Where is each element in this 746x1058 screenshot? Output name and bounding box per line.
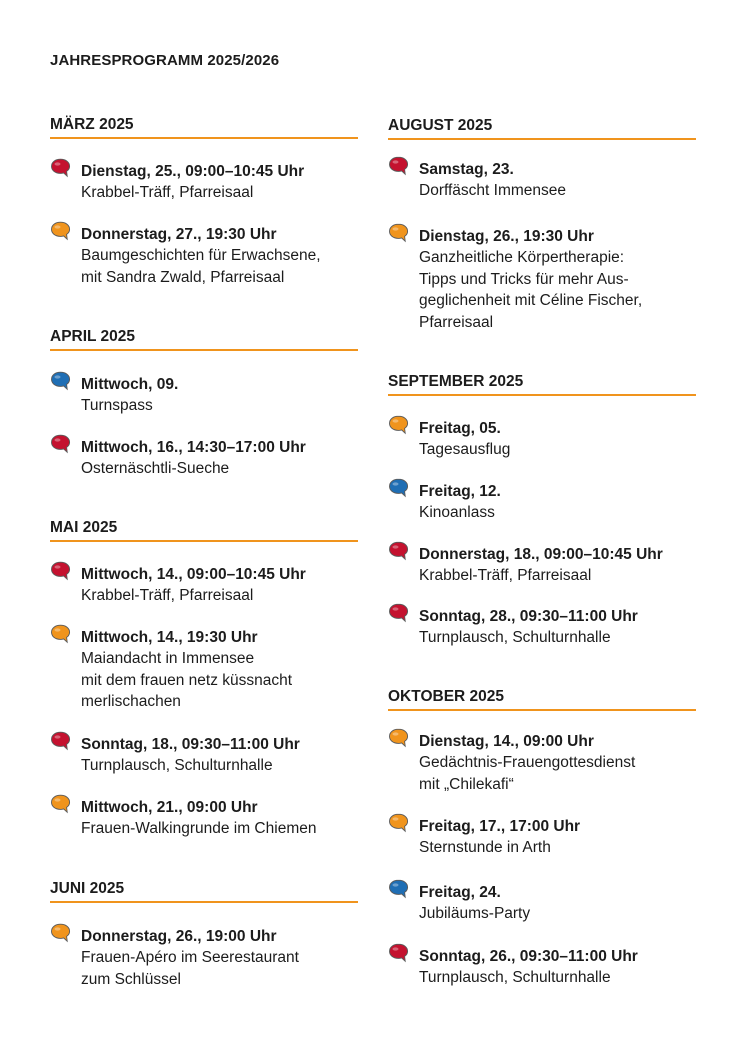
event-description-line: Turnplausch, Schulturnhalle [419,629,611,646]
month-title: OKTOBER 2025 [388,688,505,705]
month-divider [50,349,358,351]
event-item [50,161,360,204]
event-description-line: Baumgeschichten für Erwachsene, [81,247,321,264]
event-date: Mittwoch, 21., 09:00 Uhr [81,799,258,816]
speech-bubble-red-icon [388,943,410,963]
event-item [388,606,698,649]
event-description-line: Frauen-Walkingrunde im Chiemen [81,820,317,837]
event-description-line: Tagesausflug [419,441,511,458]
event-description-line: Tipps und Tricks für mehr Aus- [419,270,629,288]
event-item [50,627,360,713]
month-section-header [50,328,358,351]
event-item [50,926,360,990]
event-date: Sonntag, 28., 09:30–11:00 Uhr [419,608,638,625]
event-description-line: Turnplausch, Schulturnhalle [419,969,611,986]
event-item [50,374,360,417]
speech-bubble-blue-icon [388,478,410,498]
event-date: Freitag, 17., 17:00 Uhr [419,818,581,835]
event-description-line: Frauen-Apéro im Seerestaurant [81,949,299,966]
month-section-header [50,880,358,903]
event-description-line: mit dem frauen netz küssnacht [81,671,293,689]
month-divider [50,540,358,542]
event-date: Mittwoch, 09. [81,376,179,393]
event-date: Samstag, 23. [419,161,514,178]
event-item [50,224,360,288]
event-date: Mittwoch, 14., 09:00–10:45 Uhr [81,566,306,583]
speech-bubble-red-icon [388,156,410,176]
event-description-line: Krabbel-Träff, Pfarreisaal [81,587,254,604]
month-section-header [388,117,696,140]
month-divider [388,138,696,140]
event-item [388,882,698,925]
month-title: AUGUST 2025 [388,117,493,134]
event-item [388,418,698,461]
event-item [50,564,360,607]
event-date: Donnerstag, 27., 19:30 Uhr [81,226,277,243]
speech-bubble-orange-icon [388,223,410,243]
event-item [50,797,360,840]
speech-bubble-orange-icon [388,415,410,435]
month-divider [50,137,358,139]
speech-bubble-red-icon [388,541,410,561]
speech-bubble-red-icon [388,603,410,623]
month-divider [388,394,696,396]
event-date: Dienstag, 14., 09:00 Uhr [419,733,594,750]
event-date: Sonntag, 26., 09:30–11:00 Uhr [419,948,638,965]
page-title: JAHRESPROGRAMM 2025/2026 [50,52,280,69]
event-description-line: Turnplausch, Schulturnhalle [81,757,273,774]
speech-bubble-orange-icon [50,923,72,943]
month-title: SEPTEMBER 2025 [388,373,524,390]
event-item [388,731,698,795]
month-section-header [388,373,696,396]
event-item [50,437,360,480]
event-description-line: Dorffäscht Immensee [419,182,567,199]
event-item [50,734,360,777]
event-description-line: Ganzheitliche Körpertherapie: [419,249,625,266]
event-description-line: Maiandacht in Immensee [81,650,255,667]
speech-bubble-orange-icon [50,221,72,241]
event-item [388,226,698,333]
month-title: JUNI 2025 [50,880,125,897]
event-date: Sonntag, 18., 09:30–11:00 Uhr [81,736,300,753]
event-description-line: mit Sandra Zwald, Pfarreisaal [81,268,285,286]
event-item [388,159,698,202]
speech-bubble-blue-icon [388,879,410,899]
month-divider [50,901,358,903]
event-item [388,544,698,587]
event-description-line: Jubiläums-Party [419,905,531,922]
event-date: Freitag, 12. [419,483,501,500]
event-description-line: Kinoanlass [419,504,495,521]
month-section-header [50,116,358,139]
event-description-line: Turnspass [81,397,153,414]
event-date: Mittwoch, 14., 19:30 Uhr [81,629,258,646]
event-description-line: Pfarreisaal [419,313,494,331]
event-description-line: Osternäschtli-Sueche [81,460,230,477]
speech-bubble-red-icon [50,561,72,581]
event-description-line: Krabbel-Träff, Pfarreisaal [419,567,592,584]
event-date: Donnerstag, 26., 19:00 Uhr [81,928,277,945]
event-date: Freitag, 24. [419,884,501,901]
month-title: MÄRZ 2025 [50,116,134,133]
speech-bubble-orange-icon [388,813,410,833]
month-section-header [50,519,358,542]
speech-bubble-red-icon [50,731,72,751]
month-section-header [388,688,696,711]
speech-bubble-red-icon [50,158,72,178]
speech-bubble-orange-icon [388,728,410,748]
event-date: Donnerstag, 18., 09:00–10:45 Uhr [419,546,663,563]
event-item [388,946,698,989]
event-date: Mittwoch, 16., 14:30–17:00 Uhr [81,439,306,456]
event-description-line: mit „Chilekafi“ [419,775,514,793]
speech-bubble-blue-icon [50,371,72,391]
event-item [388,481,698,524]
month-title: MAI 2025 [50,519,118,536]
speech-bubble-orange-icon [50,624,72,644]
event-date: Dienstag, 26., 19:30 Uhr [419,228,594,245]
month-divider [388,709,696,711]
event-description-line: Krabbel-Träff, Pfarreisaal [81,184,254,201]
event-item [388,816,698,859]
speech-bubble-red-icon [50,434,72,454]
event-description-line: Sternstunde in Arth [419,839,551,856]
event-description-line: geglichenheit mit Céline Fischer, [419,292,643,309]
month-title: APRIL 2025 [50,328,136,345]
speech-bubble-orange-icon [50,794,72,814]
event-date: Freitag, 05. [419,420,501,437]
event-date: Dienstag, 25., 09:00–10:45 Uhr [81,163,305,180]
event-description-line: Gedächtnis-Frauengottesdienst [419,754,636,771]
event-description-line: zum Schlüssel [81,970,181,988]
event-description-line: merlischachen [81,693,181,710]
